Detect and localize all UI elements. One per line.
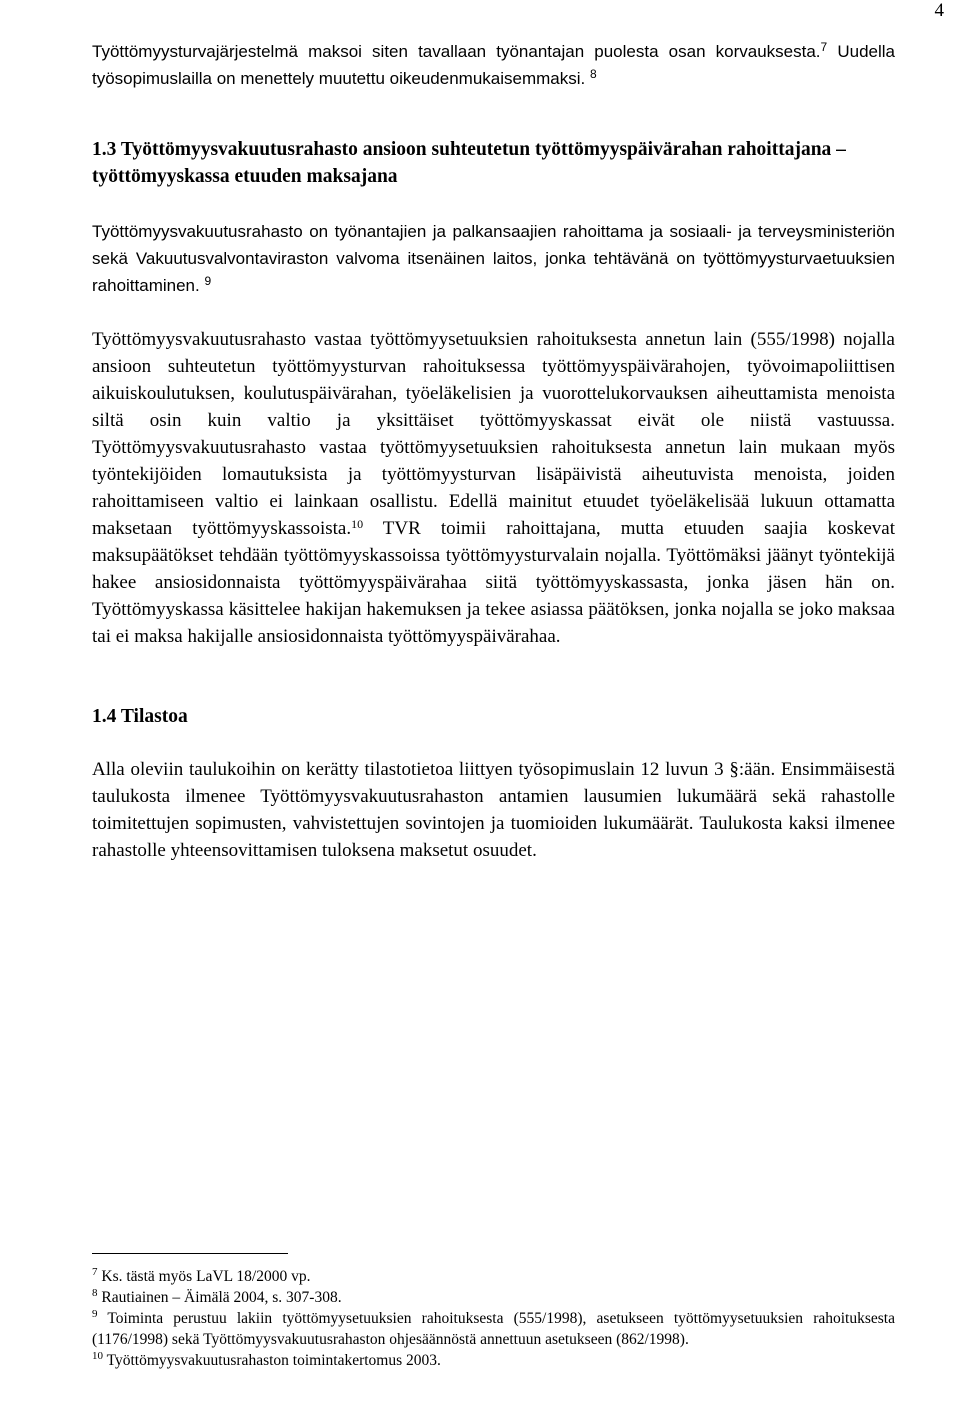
footnote-text: Rautiainen – Äimälä 2004, s. 307-308. <box>97 1289 342 1306</box>
page-number: 4 <box>934 0 944 21</box>
fund-responsibility-text-b: TVR toimii rahoittajana, mutta etuuden saajia koskevat maksupäätökset tehdään työttömyyskassoissa työttömyysturvalain nojalla. Työttömäksi jäänyt työntekijä hakee ansiosidonnaista työttömyyspäivärahaa siitä työttömyyskassasta, jonka jäsen hän on. Työttömyyskassa käsittelee hakijan hakemuksen ja tekee asiassa päätöksen, jonka nojalla se joko maksaa tai ei maksa hakijalle ansiosidonnaista työttömyyspäivärahaa. <box>92 518 895 647</box>
footnote-ref-7[interactable]: 7 <box>820 40 828 54</box>
footnote-number: 7 <box>92 1266 98 1278</box>
fund-responsibility-paragraph <box>92 326 895 650</box>
fund-description-paragraph <box>92 218 895 299</box>
fund-description-text: Työttömyysvakuutusrahasto on työnantajien ja palkansaajien rahoittama ja sosiaali- ja terveysministeriön sekä Vakuutusvalvontaviraston valvoma itsenäinen laitos, jonka tehtävänä on työttömyysturvaetuuksien rahoittaminen. <box>92 222 895 295</box>
footnote-number: 8 <box>92 1287 98 1299</box>
footnote-9 <box>92 1308 895 1350</box>
section-1-4-heading: 1.4 Tilastoa <box>92 706 188 727</box>
footnote-text: Ks. tästä myös LaVL 18/2000 vp. <box>97 1268 311 1285</box>
statistics-paragraph: Alla oleviin taulukoihin on kerätty tilastotietoa liittyen työsopimuslain 12 luvun 3 §:ään. Ensimmäisestä taulukosta ilmenee Työttömyysvakuutusrahaston antamien lausumien lukumäärä sekä rahastolle toimitettujen sopimusten, vahvistettujen sovintojen ja tuomioiden lukumäärät. Taulukosta kaksi ilmenee rahastolle yhteensovittamisen tuloksena maksetut osuudet. <box>92 759 895 861</box>
footnote-7 <box>92 1266 895 1287</box>
footnote-ref-10[interactable]: 10 <box>351 517 364 531</box>
footnotes <box>92 1266 895 1371</box>
intro-text-a: Työttömyysturvajärjestelmä maksoi siten tavallaan työnantajan puolesta osan korvauksesta. <box>92 42 821 61</box>
footnote-number: 10 <box>92 1350 103 1362</box>
footnote-divider <box>92 1253 288 1254</box>
intro-paragraph <box>92 38 895 92</box>
footnote-text: Toiminta perustuu lakiin työttömyysetuuksien rahoituksesta (555/1998), asetukseen työttömyysetuuksien rahoituksesta (1176/1998) sekä Työttömyysvakuutusrahaston ohjesäännöstä annettuun asetukseen (862/1998). <box>92 1310 895 1348</box>
footnote-8 <box>92 1287 895 1308</box>
intro-text-b: Uudella työsopimuslailla on menettely muutettu oikeudenmukaisemmaksi. <box>92 42 895 88</box>
footnote-number: 9 <box>92 1308 98 1320</box>
footnote-ref-9[interactable]: 9 <box>204 274 212 288</box>
section-1-3-heading: 1.3 Työttömyysvakuutusrahasto ansioon suhteutetun työttömyyspäivärahan rahoittajana – työttömyyskassa etuuden maksajana <box>92 139 846 187</box>
fund-responsibility-text-a: Työttömyysvakuutusrahasto vastaa työttömyysetuuksien rahoituksesta annetun lain (555/1998) nojalla ansioon suhteutetun työttömyysturvan rahoituksessa työttömyyspäivärahojen, työvoimapoliittisen aikuiskoulutuksen, koulutuspäivärahan, työeläkelisien ja vuorottelukorvauksen aiheuttamista menoista siltä osin kuin valtio ja yksittäiset työttömyyskassat eivät ole niistä vastuussa. Työttömyysvakuutusrahasto vastaa työttömyysetuuksien rahoituksesta annetun lain mukaan myös työntekijöiden lomautuksista ja työttömyysturvan lisäpäivistä aiheutuvista menoista, joiden rahoittamiseen valtio ei lainkaan osallistu. Edellä mainitut etuudet työeläkelisää lukuun ottamatta maksetaan työttömyyskassoista. <box>92 329 895 539</box>
footnote-ref-8[interactable]: 8 <box>589 67 597 81</box>
footnote-text: Työttömyysvakuutusrahaston toimintakertomus 2003. <box>103 1352 441 1369</box>
page-content <box>92 38 895 864</box>
footnote-10 <box>92 1350 895 1371</box>
